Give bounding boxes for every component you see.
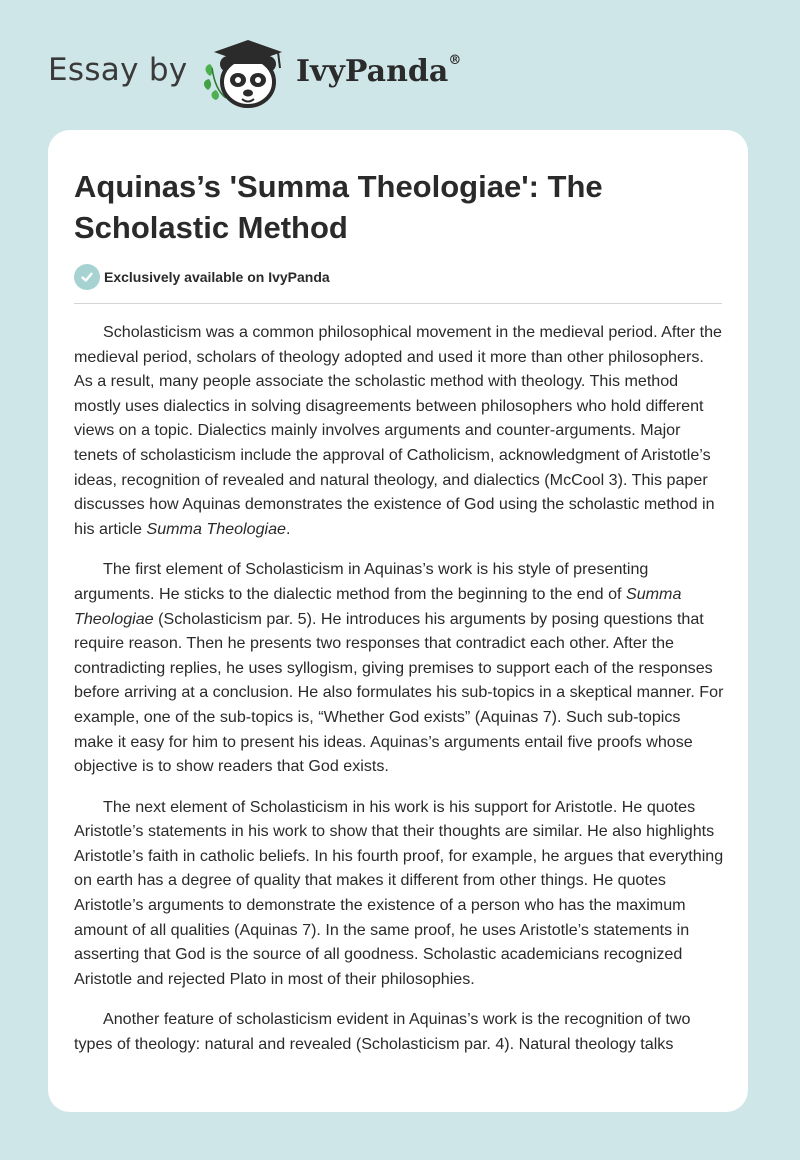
site-header [0,0,800,130]
paragraph [74,795,724,992]
ivypanda-logo-icon[interactable] [200,38,292,110]
paragraph-text: Scholasticism was a common philosophical movement in the medieval period. After the medieval period, scholars of theology adopted and used it more than other philosophers. As a result, many people associate the scholastic method with theology. This method mostly uses dialectics in solving disagreements between philosophers who hold different views on a topic. Dialectics mainly involves arguments and counter-arguments. Major tenets of scholasticism include the approval of Catholicism, acknowledgment of Aristotle’s ideas, recognition of revealed and natural theology, and dialectics (McCool 3). This paper discusses how Aquinas demonstrates the existence of God using the scholastic method in his article [74,323,723,538]
exclusive-badge [74,264,330,290]
registered-mark: ® [448,53,462,68]
paragraph-text: . [286,519,291,538]
article-card [48,130,748,1112]
paragraph-text: (Scholasticism par. 5). He introduces his arguments by posing questions that require reason. Then he presents two responses that contradict each other. After the contradicting replies, he uses syllogism, giving premises to support each of the responses before arriving at a conclusion. He also formulates his sub-topics in a skeptical manner. For example, one of the sub-topics is, “Whether God exists” (Aquinas 7). Such sub-topics make it easy for him to present his ideas. Aquinas’s arguments entail five proofs whose objective is to show readers that God exists. [74,609,724,776]
brand-name[interactable] [296,54,461,89]
divider [74,303,722,304]
paragraph [74,557,724,778]
article-body [74,320,724,1073]
paragraph-text: The next element of Scholasticism in his work is his support for Aristotle. He quotes Aristotle’s statements in his work to show that their thoughts are similar. He also highlights Aristotle’s faith in catholic beliefs. In his fourth proof, for example, he argues that everything on earth has a degree of quality that makes it different from other things. He quotes Aristotle’s arguments to demonstrate the existence of a person who has the maximum amount of all qualities (Aquinas 7). In the same proof, he uses Aristotle’s statements in asserting that God is the source of all goodness. Scholastic academicians recognized Aristotle and rejected Plato in most of their philosophies. [74,797,724,988]
paragraph-text: The first element of Scholasticism in Aquinas’s work is his style of presenting arguments. He sticks to the dialectic method from the beginning to the end of [74,560,649,603]
badge-label: Exclusively available on IvyPanda [104,269,330,285]
italic-title: Summa Theologiae [74,584,682,628]
brand-label: IvyPanda [296,54,449,89]
paragraph [74,1007,724,1056]
check-icon [74,264,100,290]
paragraph-text: Another feature of scholasticism evident in Aquinas’s work is the recognition of two types of theology: natural and revealed (Scholasticism par. 4). Natural theology talks [74,1010,691,1054]
article-title: Aquinas’s 'Summa Theologiae': The Scholastic Method [74,169,603,245]
essay-by-label: Essay by [48,52,188,88]
paragraph [74,320,724,541]
italic-title: Summa Theologiae [146,519,287,538]
